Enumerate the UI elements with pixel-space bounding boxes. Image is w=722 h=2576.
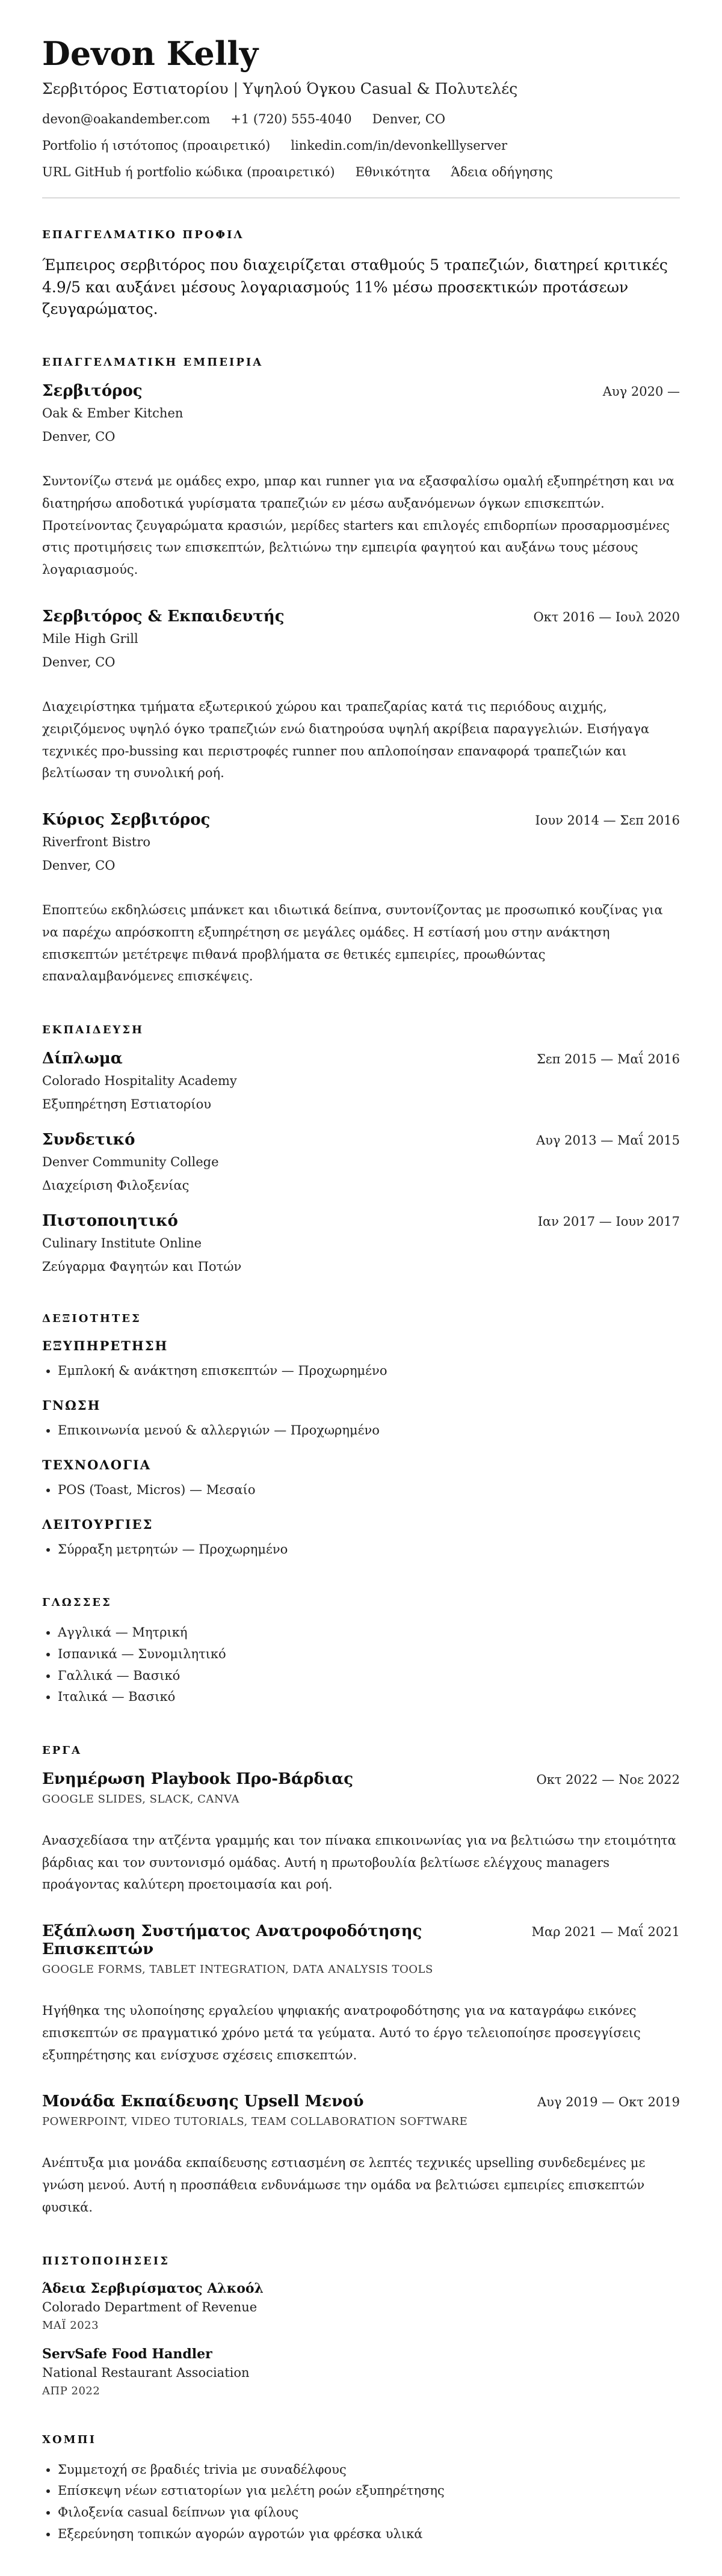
certification-name: Άδεια Σερβιρίσματος Αλκοόλ: [42, 2280, 264, 2296]
language-item: • Ιταλικά — Βασικό: [58, 1686, 680, 1708]
experience-entry: [42, 382, 680, 581]
language-item: • Γαλλικά — Βασικό: [58, 1665, 680, 1687]
languages-list: [42, 1622, 680, 1708]
certification-name: ServSafe Food Handler: [42, 2346, 212, 2362]
contact-row-1: [42, 112, 680, 126]
degree-title: Συνδετικό: [42, 1131, 135, 1149]
job-description: Συντονίζω στενά με ομάδες expo, μπαρ και runner για να εξασφαλίσω ομαλή εξυπηρέτηση και να διατηρήσω αποδοτικά γυρίσματα τραπεζιών εν μέσω αυξανόμενων όγκων επισκεπτών. Προτείνοντας ζευγαρώματα κρασιών, μερίδες starters και επιλογές επιδορπίων προσαρμοσμένες στις προτιμήσεις των επισκεπτών, βελτιώνω την εμπειρία φαγητού και αυξάνω τους μέσους λογαριασμούς.: [42, 474, 674, 577]
contact-portfolio[interactable]: Portfolio ή ιστότοπος (προαιρετικό): [42, 138, 271, 153]
study-field: Εξυπηρέτηση Εστιατορίου: [42, 1096, 212, 1111]
contact-nationality: Εθνικότητα: [355, 165, 431, 180]
experience-entry: [42, 607, 680, 784]
job-dates: Οκτ 2016 — Ιουλ 2020: [533, 609, 680, 624]
certification-date: ΑΠΡ 2022: [42, 2384, 100, 2397]
education-entry: [42, 1050, 680, 1114]
experience-section: [42, 356, 680, 988]
job-title: Σερβιτόρος & Εκπαιδευτής: [42, 607, 285, 626]
project-entry: [42, 1770, 680, 1896]
job-location: Denver, CO: [42, 654, 116, 669]
project-entry: [42, 2092, 680, 2218]
education-dates: Σεπ 2015 — Μαΐ 2016: [536, 1052, 680, 1067]
degree-title: Πιστοποιητικό: [42, 1212, 178, 1231]
project-description: Ανασχεδίασα την ατζέντα γραμμής και τον πίνακα επικοινωνίας για να βελτιώσω την ετοιμότητα βάρδιας και τον συντονισμό ομάδας. Αυτή η πρωτοβουλία βελτίωσε ελέγχους managers προάγοντας καλύτερη προετοιμασία και ροή.: [42, 1833, 676, 1892]
degree-title: Δίπλωμα: [42, 1050, 123, 1068]
contact-row-2: [42, 138, 680, 153]
job-location: Denver, CO: [42, 858, 116, 873]
languages-section-title: ΓΛΩΣΣΕΣ: [42, 1596, 112, 1609]
skill-group: [42, 1398, 680, 1442]
profile-section: [42, 229, 680, 320]
certification-entry: [42, 2346, 680, 2397]
study-field: Διαχείριση Φιλοξενίας: [42, 1178, 190, 1193]
skill-category: ΕΞΥΠΗΡΕΤΗΣΗ: [42, 1338, 168, 1354]
job-company: Mile High Grill: [42, 631, 138, 646]
contact-email[interactable]: devon@oakandember.com: [42, 112, 211, 127]
skill-item: • Εμπλοκή & ανάκτηση επισκεπτών — Προχωρημένο: [58, 1360, 680, 1382]
job-dates: Αυγ 2020 —: [602, 384, 680, 399]
skill-group: [42, 1338, 680, 1382]
skill-item: • Σύρραξη μετρητών — Προχωρημένο: [58, 1539, 680, 1561]
project-dates: Αυγ 2019 — Οκτ 2019: [537, 2095, 680, 2110]
project-name: Ενημέρωση Playbook Προ-Βάρδιας: [42, 1769, 354, 1788]
hobby-item: • Φιλοξενία casual δείπνων για φίλους: [58, 2502, 680, 2524]
hobby-item: • Συμμετοχή σε βραδιές trivia με συναδέλφους: [58, 2459, 680, 2481]
experience-section-title: ΕΠΑΓΓΕΛΜΑΤΙΚΗ ΕΜΠΕΙΡΙΑ: [42, 356, 264, 369]
school-name: Colorado Hospitality Academy: [42, 1074, 237, 1089]
skill-category: ΓΝΩΣΗ: [42, 1398, 101, 1413]
experience-entry: [42, 811, 680, 988]
profile-section-title: ΕΠΑΓΓΕΛΜΑΤΙΚΟ ΠΡΟΦΙΛ: [42, 229, 244, 242]
candidate-name: Devon Kelly: [42, 34, 259, 73]
project-tools: GOOGLE FORMS, TABLET INTEGRATION, DATA ANALYSIS TOOLS: [42, 1963, 433, 1976]
project-name: Μονάδα Εκπαίδευσης Upsell Μενού: [42, 2092, 364, 2111]
language-item: • Ισπανικά — Συνομιλητικό: [58, 1644, 680, 1665]
education-dates: Αυγ 2013 — Μαΐ 2015: [536, 1133, 680, 1148]
job-company: Riverfront Bistro: [42, 835, 150, 850]
certifications-section: [42, 2255, 680, 2397]
project-tools: GOOGLE SLIDES, SLACK, CANVA: [42, 1792, 239, 1806]
job-location: Denver, CO: [42, 429, 116, 444]
school-name: Culinary Institute Online: [42, 1236, 202, 1251]
job-description: Διαχειρίστηκα τμήματα εξωτερικού χώρου και τραπεζαρίας κατά τις περιόδους αιχμής, χειριζόμενος υψηλό όγκο τραπεζιών ενώ διατηρούσα υψηλή ακρίβεια παραγγελιών. Εισήγαγα τεχνικές προ-bussing και περιστροφές runner που απλοποίησαν επαναφορά τραπεζιών και βελτίωσαν τη συνολική ροή.: [42, 699, 650, 781]
hobby-item: • Επίσκεψη νέων εστιατορίων για μελέτη ροών εξυπηρέτησης: [58, 2480, 680, 2502]
job-title: Κύριος Σερβιτόρος: [42, 811, 211, 829]
job-dates: Ιουν 2014 — Σεπ 2016: [535, 813, 680, 828]
language-item: • Αγγλικά — Μητρική: [58, 1622, 680, 1644]
header-divider: [42, 197, 680, 198]
skill-category: ΤΕΧΝΟΛΟΓΙΑ: [42, 1457, 152, 1472]
skill-item: • POS (Toast, Micros) — Μεσαίο: [58, 1480, 680, 1501]
project-dates: Μαρ 2021 — Μαΐ 2021: [531, 1925, 680, 1940]
resume-header: [42, 36, 680, 179]
contact-github[interactable]: URL GitHub ή portfolio κώδικα (προαιρετικό): [42, 165, 335, 180]
hobbies-list: [42, 2459, 680, 2545]
profile-summary: Έμπειρος σερβιτόρος που διαχειρίζεται σταθμούς 5 τραπεζιών, διατηρεί κριτικές 4.9/5 και αυξάνει μέσους λογαριασμούς 11% μέσω προσεκτικών προτάσεων ζευγαρώματος.: [42, 256, 668, 318]
hobby-item: • Εξερεύνηση τοπικών αγορών αγροτών για φρέσκα υλικά: [58, 2524, 680, 2545]
project-description: Ανέπτυξα μια μονάδα εκπαίδευσης εστιασμένη σε λεπτές τεχνικές upselling συνδεδεμένες με γνώση μενού. Αυτή η προσπάθεια ενδυνάμωσε την ομάδα να βελτιώσει εμπειρίες επισκεπτών φυσικά.: [42, 2156, 646, 2215]
project-tools: POWERPOINT, VIDEO TUTORIALS, TEAM COLLABORATION SOFTWARE: [42, 2115, 468, 2129]
study-field: Ζεύγαρμα Φαγητών και Ποτών: [42, 1259, 242, 1274]
skills-section: [42, 1312, 680, 1560]
project-name: Εξάπλωση Συστήματος Ανατροφοδότησης Επισκεπτών: [42, 1922, 422, 1959]
project-entry: [42, 1922, 680, 2066]
contact-phone[interactable]: +1 (720) 555-4040: [230, 112, 352, 127]
skill-category: ΛΕΙΤΟΥΡΓΙΕΣ: [42, 1516, 153, 1532]
certification-date: ΜΑΪ 2023: [42, 2319, 99, 2332]
skills-section-title: ΔΕΞΙΟΤΗΤΕΣ: [42, 1312, 141, 1326]
job-company: Oak & Ember Kitchen: [42, 406, 184, 421]
projects-section-title: ΕΡΓΑ: [42, 1744, 82, 1757]
certifications-section-title: ΠΙΣΤΟΠΟΙΗΣΕΙΣ: [42, 2254, 170, 2267]
education-entry: [42, 1212, 680, 1276]
skill-item: • Επικοινωνία μενού & αλλεργιών — Προχωρημένο: [58, 1420, 680, 1442]
contact-location: Denver, CO: [372, 112, 446, 127]
education-section: [42, 1024, 680, 1276]
certification-entry: [42, 2281, 680, 2332]
education-dates: Ιαν 2017 — Ιουν 2017: [537, 1214, 680, 1229]
job-description: Εποπτεύω εκδηλώσεις μπάνκετ και ιδιωτικά δείπνα, συντονίζοντας με προσωπικό κουζίνας για να παρέχω απρόσκοπτη εξυπηρέτηση σε μεγάλες ομάδες. Η εστίασή μου στην ανάκτηση επισκεπτών μετέτρεψε πιθανά προβλήματα σε θετικές εμπειρίες, προωθώντας επαναλαμβανόμενες επισκέψεις.: [42, 903, 663, 984]
contact-linkedin[interactable]: linkedin.com/in/devonkelllyserver: [291, 138, 508, 153]
project-dates: Οκτ 2022 — Νοε 2022: [536, 1772, 680, 1787]
certification-issuer: National Restaurant Association: [42, 2365, 250, 2380]
hobbies-section: [42, 2433, 680, 2545]
candidate-headline: Σερβιτόρος Εστιατορίου | Υψηλού Όγκου Casual & Πολυτελές: [42, 80, 518, 98]
job-title: Σερβιτόρος: [42, 382, 143, 401]
education-section-title: ΕΚΠΑΙΔΕΥΣΗ: [42, 1024, 144, 1037]
projects-section: [42, 1744, 680, 2219]
hobbies-section-title: ΧΟΜΠΙ: [42, 2433, 96, 2446]
school-name: Denver Community College: [42, 1155, 219, 1170]
languages-section: [42, 1596, 680, 1708]
skill-group: [42, 1457, 680, 1501]
contact-row-3: [42, 165, 680, 179]
contact-drivers-license: Άδεια οδήγησης: [451, 165, 553, 180]
project-description: Ηγήθηκα της υλοποίησης εργαλείου ψηφιακής ανατροφοδότησης για να καταγράφω εικόνες επισκεπτών σε πραγματικό χρόνο μετά τα γεύματα. Αυτό το έργο τελειοποίησε προσεγγίσεις εξυπηρέτησης και ενίσχυσε σχέσεις επισκεπτών.: [42, 2003, 641, 2062]
skill-group: [42, 1517, 680, 1561]
certification-issuer: Colorado Department of Revenue: [42, 2299, 258, 2314]
education-entry: [42, 1131, 680, 1195]
